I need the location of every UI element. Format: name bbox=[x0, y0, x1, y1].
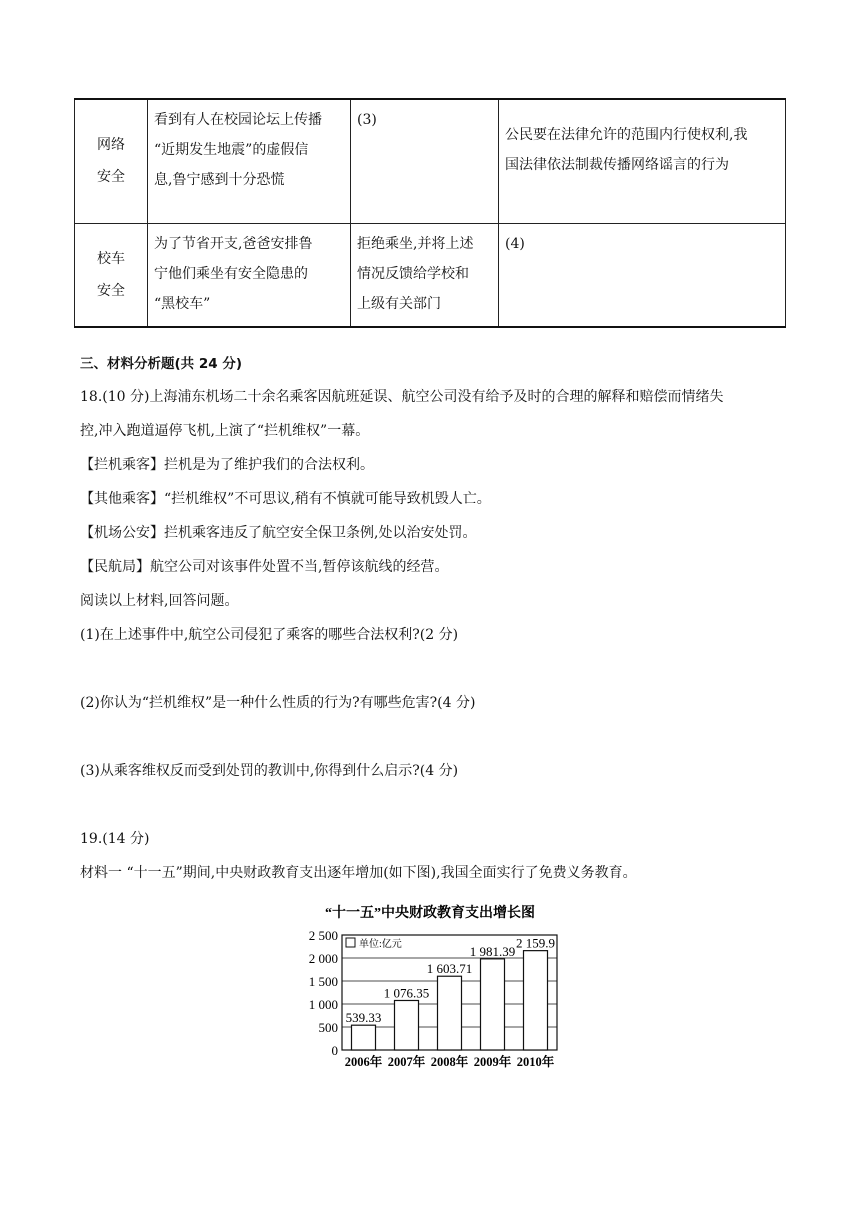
bar bbox=[352, 1025, 376, 1050]
y-tick-label: 0 bbox=[331, 1043, 338, 1058]
situation-line: “近期发生地震”的虚假信 bbox=[154, 142, 309, 158]
data-label: 1 981.39 bbox=[469, 943, 516, 959]
question-line: (1)在上述事件中,航空公司侵犯了乘客的哪些合法权利?(2 分) bbox=[80, 627, 459, 643]
q18-intro-line1: 18.(10 分)上海浦东机场二十余名乘客因航班延误、航空公司没有给予及时的合理的解释和赔偿而情绪失 bbox=[80, 389, 724, 405]
action-cell bbox=[351, 224, 499, 328]
opinion-line: 【拦机乘客】拦机是为了维护我们的合法权利。 bbox=[80, 457, 374, 473]
section-heading: 三、材料分析题(共 24 分) bbox=[80, 356, 243, 372]
q18-intro-line2: 控,冲入跑道逼停飞机,上演了“拦机维权”一幕。 bbox=[80, 423, 370, 439]
table-row bbox=[75, 99, 786, 224]
bar bbox=[395, 1000, 419, 1050]
q19-material1: 材料一 “十一五”期间,中央财政教育支出逐年增加(如下图),我国全面实行了免费义务教育。 bbox=[80, 865, 637, 881]
action-line: 上级有关部门 bbox=[357, 296, 441, 312]
x-tick-label: 2009年 bbox=[473, 1055, 512, 1069]
law-line: 国法律依法制裁传播网络谣言的行为 bbox=[505, 157, 729, 173]
category-cell bbox=[75, 99, 148, 224]
category-line: 网络 bbox=[97, 137, 125, 153]
safety-table bbox=[74, 98, 786, 328]
q18-prompt: 阅读以上材料,回答问题。 bbox=[80, 593, 239, 609]
action-line: 情况反馈给学校和 bbox=[357, 266, 469, 282]
situation-line: “黑校车” bbox=[154, 296, 211, 312]
y-tick-label: 2 500 bbox=[308, 928, 338, 943]
table-row bbox=[75, 224, 786, 328]
situation-cell bbox=[148, 99, 351, 224]
law-line: (4) bbox=[505, 236, 525, 252]
action-cell bbox=[351, 99, 499, 224]
y-tick-label: 1 500 bbox=[308, 974, 338, 989]
y-tick-label: 500 bbox=[318, 1020, 338, 1035]
x-tick-label: 2010年 bbox=[516, 1055, 555, 1069]
situation-line: 宁他们乘坐有安全隐患的 bbox=[154, 266, 308, 282]
category-line: 安全 bbox=[97, 282, 125, 299]
x-tick-label: 2006年 bbox=[344, 1055, 383, 1069]
question-line: (2)你认为“拦机维权”是一种什么性质的行为?有哪些危害?(4 分) bbox=[80, 695, 476, 711]
chart-body bbox=[309, 928, 557, 1069]
q19-header: 19.(14 分) bbox=[80, 831, 150, 847]
action-line: 拒绝乘坐,并将上述 bbox=[357, 236, 474, 252]
opinion-line: 【机场公安】拦机乘客违反了航空安全保卫条例,处以治安处罚。 bbox=[80, 525, 477, 541]
data-label: 1 603.71 bbox=[426, 961, 473, 977]
bar bbox=[524, 951, 548, 1050]
bar bbox=[438, 976, 462, 1050]
data-label: 1 076.35 bbox=[383, 985, 430, 1001]
category-line: 安全 bbox=[97, 169, 125, 185]
x-tick-label: 2008年 bbox=[430, 1055, 469, 1069]
action-line: (3) bbox=[357, 112, 377, 128]
opinion-line: 【民航局】航空公司对该事件处置不当,暂停该航线的经营。 bbox=[80, 559, 449, 575]
bar-chart bbox=[290, 898, 580, 1078]
chart-title: “十一五”中央财政教育支出增长图 bbox=[325, 906, 535, 921]
situation-cell bbox=[148, 224, 351, 328]
category-line: 校车 bbox=[97, 250, 125, 267]
category-cell bbox=[75, 224, 148, 328]
bar bbox=[481, 959, 505, 1050]
situation-line: 息,鲁宁感到十分恐慌 bbox=[154, 172, 285, 188]
y-tick-label: 1 000 bbox=[308, 997, 338, 1012]
law-cell bbox=[499, 224, 786, 328]
x-tick-label: 2007年 bbox=[387, 1055, 426, 1069]
data-label: 539.33 bbox=[345, 1010, 382, 1026]
data-label: 2 159.9 bbox=[516, 935, 555, 951]
question-line: (3)从乘客维权反而受到处罚的教训中,你得到什么启示?(4 分) bbox=[80, 763, 459, 779]
legend-swatch bbox=[346, 938, 355, 947]
opinion-line: 【其他乘客】“拦机维权”不可思议,稍有不慎就可能导致机毁人亡。 bbox=[80, 491, 491, 507]
chart-svg bbox=[290, 898, 580, 1078]
law-cell bbox=[499, 99, 786, 224]
situation-line: 为了节省开支,爸爸安排鲁 bbox=[154, 236, 313, 252]
legend-label: 单位:亿元 bbox=[359, 939, 402, 950]
y-tick-label: 2 000 bbox=[308, 951, 338, 966]
law-line: 公民要在法律允许的范围内行使权利,我 bbox=[505, 127, 748, 143]
situation-line: 看到有人在校园论坛上传播 bbox=[154, 112, 322, 128]
